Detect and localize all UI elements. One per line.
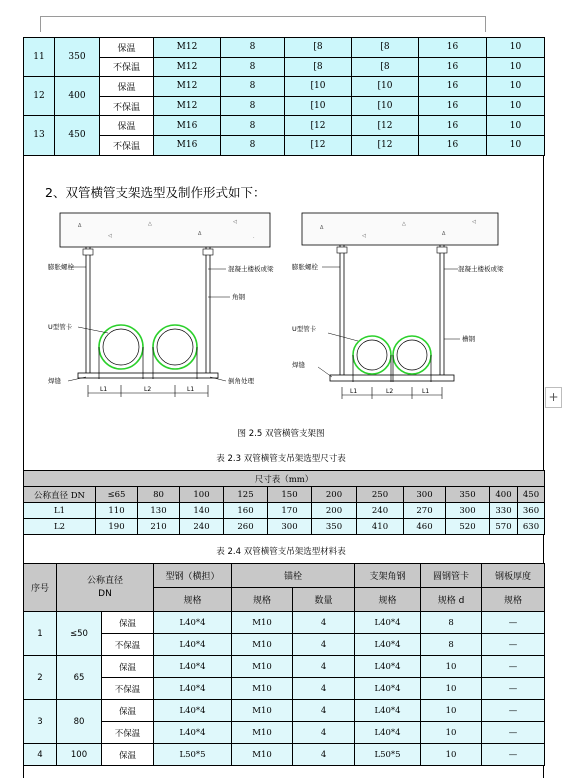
cell: L40*4 [154,722,232,744]
svg-text:◁: ◁ [472,219,476,225]
cell: 630 [518,519,545,535]
cell: 360 [518,503,545,519]
cell: [12 [352,116,419,136]
row-number: 12 [24,77,55,116]
table-caption: 表 2.4 双管横管支吊架选型材料表 [216,547,346,557]
table-header: 尺寸表（mm） [24,471,545,487]
table-row [24,612,545,634]
bolt-count: 8 [221,38,285,58]
dim-l1: L1 [422,388,430,395]
cell: [12 [352,135,419,155]
cell: 10 [487,116,545,136]
table-row [24,700,545,722]
bolt-count: 8 [221,116,285,136]
section-heading: 2、双管横管支架选型及制作形式如下： [45,185,266,200]
insulation-type: 保温 [102,744,154,766]
table-material-selection [23,563,545,766]
cell: [12 [285,135,352,155]
cell: 140 [180,503,224,519]
cell: 10 [487,77,545,97]
table-row [24,135,545,155]
insulation-type: 不保温 [100,57,154,77]
cell: — [482,722,545,744]
row-number: 3 [24,700,57,744]
label-channel-steel: 槽钢 [462,335,475,343]
label-u-clamp: U型管卡 [48,323,73,331]
dim-l1: L1 [350,388,358,395]
table-row [24,678,545,700]
insulation-type: 保温 [102,656,154,678]
table-row [24,38,545,58]
cell: 570 [490,519,518,535]
svg-text:Δ: Δ [198,231,202,237]
cell: 160 [224,503,268,519]
cell: 110 [96,503,138,519]
cell: 350 [446,487,490,503]
bolt-spec: M12 [154,38,221,58]
row-label-dn: 公称直径 DN [24,487,96,503]
cell: L40*4 [154,656,232,678]
cell: 410 [357,519,404,535]
cell: 400 [490,487,518,503]
cell: 4 [293,700,355,722]
cell: M10 [232,656,293,678]
header-angle: 支架角钢 [355,564,421,588]
cell: 125 [224,487,268,503]
insulation-type: 保温 [102,700,154,722]
row-number: 1 [24,612,57,656]
label-angle-steel: 角钢 [232,293,245,301]
insulation-type: 保温 [100,38,154,58]
cell: 520 [446,519,490,535]
cell: 4 [293,634,355,656]
bolt-count: 8 [221,96,285,116]
row-label-l2: L2 [24,519,96,535]
cell: L40*4 [154,700,232,722]
cell: [12 [285,116,352,136]
cell: [10 [352,77,419,97]
label-weld: 焊缝 [48,377,61,385]
insulation-type: 不保温 [100,96,154,116]
expand-button[interactable]: + [545,387,562,408]
cell: [8 [285,38,352,58]
cell: ≤65 [96,487,138,503]
bolt-spec: M16 [154,116,221,136]
cell: 16 [419,38,487,58]
cell: [8 [285,57,352,77]
cell: 240 [180,519,224,535]
row-number: 4 [24,744,57,766]
table-size-selection [23,470,545,535]
cell: — [482,678,545,700]
row-number: 13 [24,116,55,155]
cell: 190 [96,519,138,535]
cell: 10 [421,678,482,700]
label-u-clamp: U型管卡 [292,325,317,333]
header-dn: 公称直径 DN [57,564,154,612]
table-row [24,656,545,678]
figure-channel-steel-bracket [292,207,514,407]
cell: [8 [352,57,419,77]
figure-angle-steel-bracket [48,207,284,407]
bolt-spec: M16 [154,135,221,155]
cell: 350 [312,519,357,535]
header-no: 序号 [24,564,57,612]
cell: 16 [419,77,487,97]
bolt-count: 8 [221,135,285,155]
header-margin-mark [40,16,486,32]
table-row [24,564,545,588]
header-spec: 规格 [154,588,232,612]
cell: 10 [487,57,545,77]
cell: 10 [487,135,545,155]
header-spec: 规格 [355,588,421,612]
insulation-type: 不保温 [102,634,154,656]
insulation-type: 保温 [100,77,154,97]
cell: 450 [518,487,545,503]
svg-text:Δ: Δ [320,225,324,231]
dim-l2: L2 [386,388,394,395]
label-concrete-slab: 混凝土楼板或梁 [228,265,274,273]
header-count: 数量 [293,588,355,612]
bolt-spec: M12 [154,77,221,97]
cell: [10 [285,77,352,97]
cell: 240 [357,503,404,519]
insulation-type: 不保温 [102,678,154,700]
svg-text:◁: ◁ [362,233,366,239]
cell: L40*4 [355,612,421,634]
cell: 270 [404,503,446,519]
cell: L50*5 [154,744,232,766]
table-row [24,519,545,535]
cell: L40*4 [355,722,421,744]
nominal-diameter: ≤50 [57,612,102,656]
table-row [24,503,545,519]
cell: 10 [487,38,545,58]
table-row [24,57,545,77]
cell: 8 [421,634,482,656]
label-expansion-bolt: 膨胀螺栓 [48,263,74,271]
cell: 300 [446,503,490,519]
cell: — [482,634,545,656]
svg-text:Δ: Δ [78,223,82,229]
dim-l1: L1 [100,386,108,393]
header-spec-d: 规格 d [421,588,482,612]
svg-text:◁: ◁ [108,233,112,239]
table-caption: 表 2.3 双管横管支吊架选型尺寸表 [216,454,346,464]
cell: 8 [421,612,482,634]
header-anchor: 锚栓 [232,564,355,588]
cell: L50*5 [355,744,421,766]
cell: 130 [138,503,180,519]
header-steel: 型钢（横担） [154,564,232,588]
bolt-count: 8 [221,57,285,77]
insulation-type: 保温 [100,116,154,136]
table-row [24,744,545,766]
svg-text:·: · [253,235,255,241]
label-expansion-bolt: 膨胀螺栓 [292,263,318,271]
cell: 330 [490,503,518,519]
cell: [10 [352,96,419,116]
nominal-diameter: 450 [55,116,100,155]
row-number: 2 [24,656,57,700]
cell: 80 [138,487,180,503]
label-weld: 焊缝 [292,361,305,369]
dim-l2: L2 [144,386,152,393]
cell: 170 [268,503,312,519]
cell: L40*4 [355,634,421,656]
cell: 16 [419,57,487,77]
cell: M10 [232,634,293,656]
nominal-diameter: 350 [55,38,100,77]
cell: 4 [293,678,355,700]
figure-caption: 图 2.5 双管横管支架图 [237,429,325,439]
cell: 10 [421,744,482,766]
insulation-type: 保温 [102,612,154,634]
cell: M10 [232,700,293,722]
cell: 210 [138,519,180,535]
table-row [24,471,545,487]
table-row [24,77,545,97]
cell: — [482,612,545,634]
table-row [24,96,545,116]
cell: L40*4 [154,678,232,700]
bolt-spec: M12 [154,96,221,116]
cell: [8 [352,38,419,58]
insulation-type: 不保温 [102,722,154,744]
svg-text:△: △ [402,221,406,227]
cell: L40*4 [355,656,421,678]
cell: M10 [232,722,293,744]
cell: M10 [232,744,293,766]
cell: 300 [268,519,312,535]
cell: 16 [419,96,487,116]
cell: 16 [419,135,487,155]
cell: L40*4 [154,634,232,656]
cell: M10 [232,678,293,700]
nominal-diameter: 100 [57,744,102,766]
cell: 200 [312,487,357,503]
cell: 4 [293,744,355,766]
cell: 10 [487,96,545,116]
cell: 460 [404,519,446,535]
cell: 300 [404,487,446,503]
cell: 4 [293,656,355,678]
table-row [24,487,545,503]
cell: 10 [421,700,482,722]
nominal-diameter: 80 [57,700,102,744]
bolt-spec: M12 [154,57,221,77]
cell: M10 [232,612,293,634]
cell: [10 [285,96,352,116]
nominal-diameter: 65 [57,656,102,700]
bracket-drawing-right [292,207,514,407]
header-spec: 规格 [482,588,545,612]
cell: L40*4 [154,612,232,634]
cell: 200 [312,503,357,519]
cell: 150 [268,487,312,503]
row-label-l1: L1 [24,503,96,519]
cell: 4 [293,612,355,634]
dim-l1: L1 [187,386,195,393]
cell: — [482,744,545,766]
bolt-count: 8 [221,77,285,97]
header-plate: 钢板厚度 [482,564,545,588]
cell: 10 [421,722,482,744]
svg-text:◁: ◁ [233,219,237,225]
table-row [24,722,545,744]
svg-text:△: △ [148,221,152,227]
insulation-type: 不保温 [100,135,154,155]
bracket-drawing-left [48,207,284,407]
label-concrete-slab: 混凝土楼板或梁 [458,265,504,273]
cell: L40*4 [355,678,421,700]
table-bracket-specs-continued [23,37,545,156]
cell: — [482,656,545,678]
cell: 250 [357,487,404,503]
cell: 100 [180,487,224,503]
table-row [24,116,545,136]
label-chamfer: 倒角处理 [228,377,254,385]
cell: 4 [293,722,355,744]
cell: — [482,700,545,722]
svg-text:Δ: Δ [442,231,446,237]
row-number: 11 [24,38,55,77]
table-row [24,634,545,656]
nominal-diameter: 400 [55,77,100,116]
cell: 16 [419,116,487,136]
cell: 10 [421,656,482,678]
cell: 260 [224,519,268,535]
header-spec: 规格 [232,588,293,612]
cell: L40*4 [355,700,421,722]
header-clip: 圆钢管卡 [421,564,482,588]
